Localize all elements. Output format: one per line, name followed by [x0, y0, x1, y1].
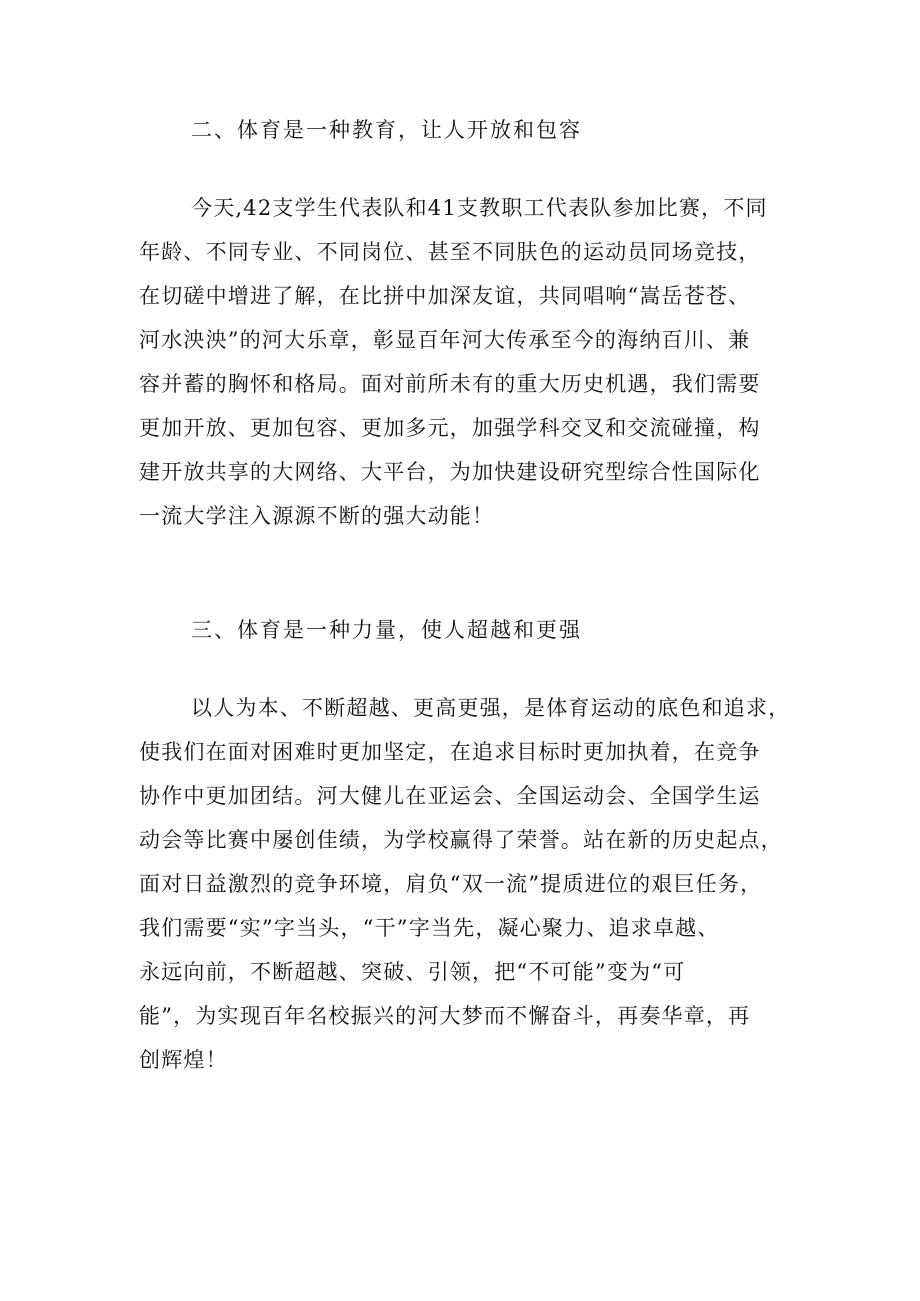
section-2-line-7: 建开放共享的大网络、大平台，为加快建设研究型综合性国际化 — [139, 460, 761, 484]
section-3-line-7: 永远向前，不断超越、突破、引领，把“不可能”变为“可 — [139, 960, 686, 984]
section-3-line-8: 能”，为实现百年名校振兴的河大梦而不懈奋斗，再奏华章，再 — [139, 1004, 751, 1028]
section-2-line-6: 更加开放、更加包容、更加多元，加强学科交叉和交流碰撞，构 — [139, 416, 761, 440]
section-2-line-3: 在切磋中增进了解，在比拼中加深友谊，共同唱响“嵩岳苍苍、 — [139, 284, 751, 308]
section-3-line-5: 面对日益激烈的竞争环境，肩负“双一流”提质进位的艰巨任务， — [139, 872, 763, 896]
section-2-heading: 二、体育是一种教育，让人开放和包容 — [191, 118, 582, 142]
section-2-line-5: 容并蓄的胸怀和格局。面对前所未有的重大历史机遇，我们需要 — [139, 372, 761, 396]
section-2-line-2: 年龄、不同专业、不同岗位、甚至不同肤色的运动员同场竞技， — [139, 240, 761, 264]
section-3-line-9: 创辉煌！ — [139, 1048, 228, 1072]
section-3-heading: 三、体育是一种力量，使人超越和更强 — [191, 618, 582, 642]
section-2-line-8: 一流大学注入源源不断的强大动能！ — [139, 504, 495, 528]
section-3-line-6: 我们需要“实”字当头，“干”字当先，凝心聚力、追求卓越、 — [139, 916, 720, 940]
section-2-line-4: 河水泱泱”的河大乐章，彰显百年河大传承至今的海纳百川、兼 — [139, 328, 751, 352]
section-3-line-4: 动会等比赛中屡创佳绩，为学校赢得了荣誉。站在新的历史起点， — [139, 828, 783, 852]
section-3-line-2: 使我们在面对困难时更加坚定，在追求目标时更加执着，在竞争 — [139, 740, 761, 764]
section-2-line-1: 今天,42支学生代表队和41支教职工代表队参加比赛，不同 — [191, 196, 768, 220]
section-3-line-3: 协作中更加团结。河大健儿在亚运会、全国运动会、全国学生运 — [139, 784, 761, 808]
section-3-line-1: 以人为本、不断超越、更高更强，是体育运动的底色和追求， — [191, 696, 791, 720]
